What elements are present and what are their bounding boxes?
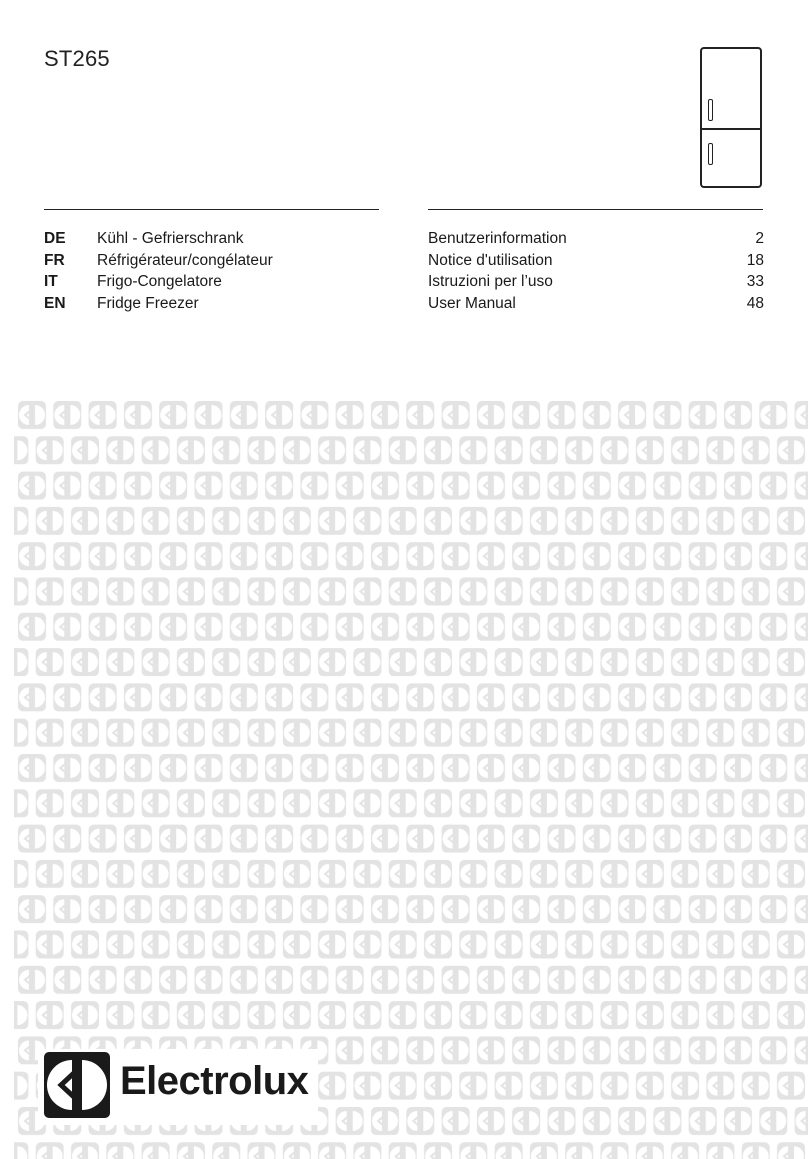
product-name: Réfrigérateur/congélateur xyxy=(97,251,273,269)
product-name: Kühl - Gefrierschrank xyxy=(97,230,244,247)
manual-title: Benutzerinformation xyxy=(428,230,567,247)
manual-title: Notice d'utilisation xyxy=(428,251,553,269)
page-number: 18 xyxy=(746,251,764,269)
language-code: IT xyxy=(44,273,58,291)
model-title: ST265 xyxy=(44,46,110,71)
language-row-fr xyxy=(44,250,764,272)
fridge-handle-top xyxy=(708,99,713,121)
product-name: Fridge Freezer xyxy=(97,294,199,312)
language-code: EN xyxy=(44,294,66,312)
page-number: 33 xyxy=(746,273,764,291)
fridge-handle-bottom xyxy=(708,143,713,165)
divider-rule-right xyxy=(428,209,763,210)
language-row-en xyxy=(44,293,764,315)
fridge-freezer-icon xyxy=(700,47,762,188)
fridge-door-divider xyxy=(702,128,760,130)
brand-wordmark: Electrolux xyxy=(120,1059,309,1103)
manual-title: User Manual xyxy=(428,294,516,312)
product-name: Frigo-Congelatore xyxy=(97,273,222,291)
language-code: FR xyxy=(44,251,65,269)
language-index xyxy=(44,228,764,314)
language-row-it xyxy=(44,271,764,293)
electrolux-logo-pattern xyxy=(14,398,808,1159)
brand-logo xyxy=(38,1049,318,1125)
divider-rule-left xyxy=(44,209,379,210)
electrolux-logo-icon xyxy=(44,1052,110,1118)
page-number: 2 xyxy=(755,230,764,247)
language-code: DE xyxy=(44,230,66,247)
page-number: 48 xyxy=(746,294,764,312)
language-row-de xyxy=(44,228,764,250)
manual-title: Istruzioni per l’uso xyxy=(428,273,553,291)
